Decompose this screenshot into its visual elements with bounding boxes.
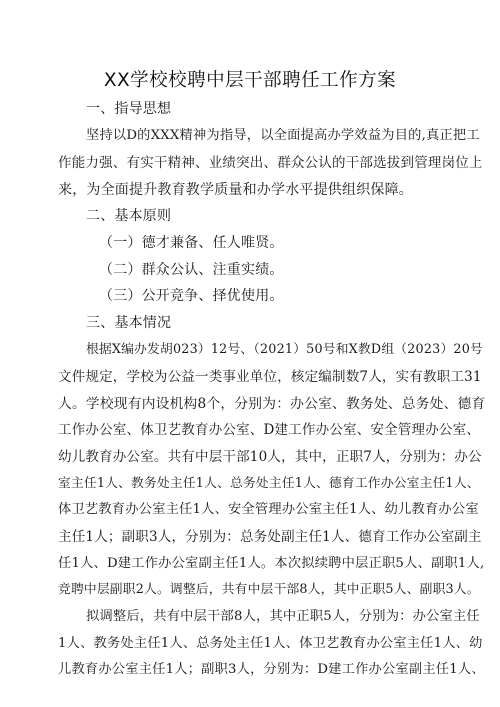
paragraph-line: 任1人、D建工作办公室副主任1人。本次拟续聘中层正职5人、副职1人, (58, 556, 485, 571)
section-heading-basic-principles: 二、基本原则 (86, 208, 172, 224)
principle-item: （三）公开竞争、择优使用。 (99, 288, 284, 304)
section-heading-basic-situation: 三、基本情况 (86, 315, 172, 331)
principle-item: （一）德才兼备、任人唯贤。 (99, 235, 284, 251)
paragraph-line: 人。学校现有内设机构8个，分别为：办公室、教务处、总务处、德育 (58, 396, 486, 412)
paragraph-line: 室主任1人、教务处主任1人、总务处主任1人、德育工作办公室主任1人、 (58, 476, 480, 491)
paragraph-line: 作能力强、有实干精神、业绩突出、群众公认的干部选拔到管理岗位上 (58, 155, 483, 171)
paragraph-line: 根据X编办发胡023）12号、（2021）50号和X教D组（2023）20号 (86, 342, 484, 357)
paragraph-line: 坚持以D的XXX精神为指导，以全面提高办学效益为目的,真正把工 (86, 128, 480, 143)
paragraph-line: 儿教育办公室主任1人；副职3人，分别为：D建工作办公室副主任1人、 (58, 662, 485, 677)
paragraph-line: 竞聘中层副职2人。调整后，共有中层干部8人，其中正职5人、副职3人。 (58, 582, 480, 597)
paragraph-line: 工作办公室、体卫艺教育办公室、D建工作办公室、安全管理办公室、 (58, 422, 481, 438)
document-title: XX学校校聘中层干部聘任工作方案 (103, 70, 397, 91)
paragraph-line: 拟调整后，共有中层干部8人，其中正职5人，分别为：办公室主任 (86, 609, 480, 624)
paragraph-line: 文件规定，学校为公益一类事业单位，核定编制数7人，实有教职工31 (58, 369, 482, 385)
paragraph-line: 1人、教务处主任1人、总务处主任1人、体卫艺教育办公室主任1人、幼 (58, 636, 483, 651)
principle-item: （二）群众公认、注重实绩。 (99, 262, 284, 278)
section-heading-guiding-ideology: 一、指导思想 (86, 101, 172, 117)
paragraph-line: 幼儿教育办公室。共有中层干部10人，其中，正职7人，分别为：办公 (58, 449, 482, 465)
paragraph-line: 体卫艺教育办公室主任1人、安全管理办公室主任1人、幼儿教育办公室 (58, 502, 479, 517)
paragraph-line: 来，为全面提升教育教学质量和办学水平提供组织保障。 (58, 182, 413, 198)
paragraph-line: 主任1人；副职3人，分别为：总务处副主任1人、德育工作办公室副主 (58, 529, 482, 545)
